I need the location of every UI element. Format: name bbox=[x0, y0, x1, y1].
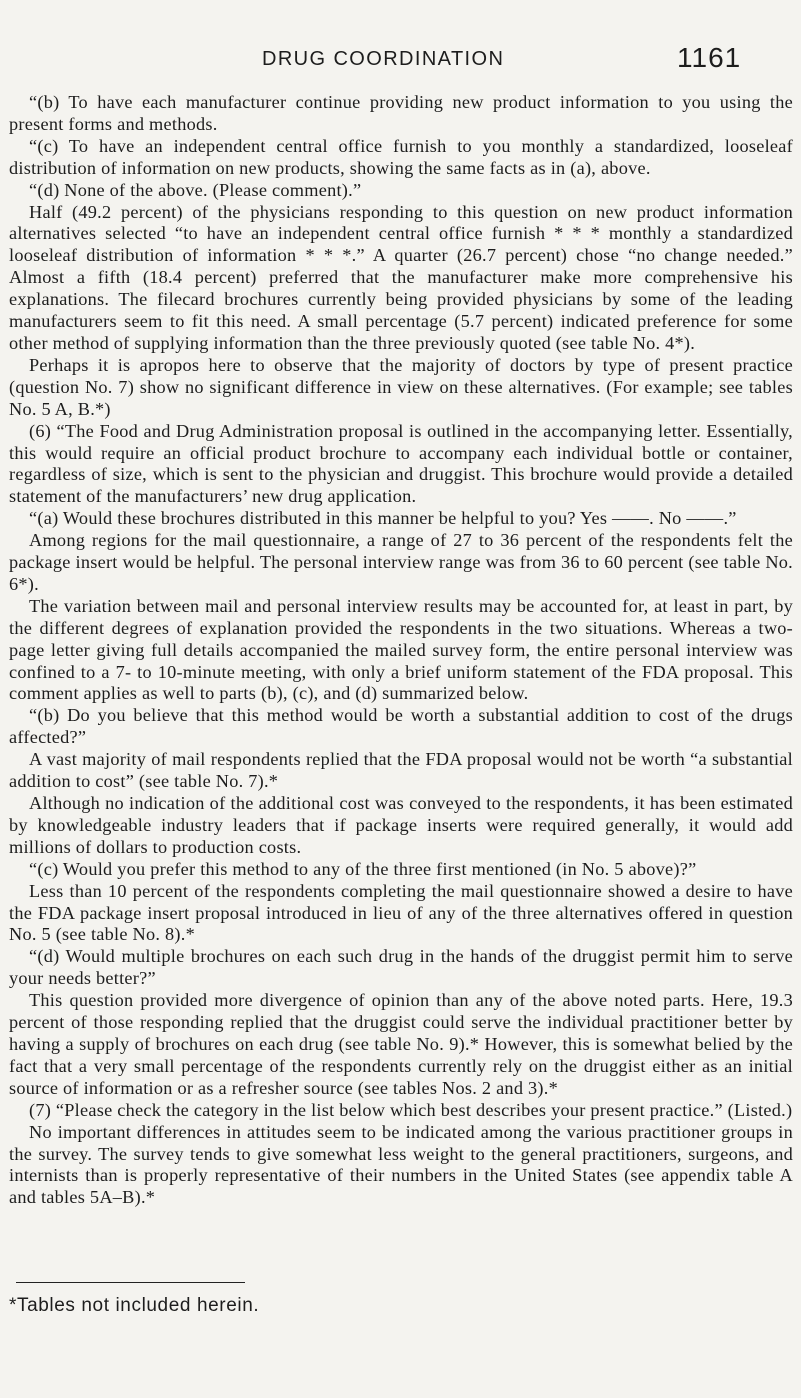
footnote-rule bbox=[16, 1282, 245, 1283]
paragraph-no-differences: No important differences in attitudes seem to be indicated among the various practitioner groups in the survey. The survey tends to give somewhat less weight to the general practitioners, surgeons, and internists than is properly representative of their numbers in the United States (see appendix table A and tables 5A–B).* bbox=[9, 1121, 793, 1208]
paragraph-question-6c: “(c) Would you prefer this method to any of the three first mentioned (in No. 5 above)?” bbox=[29, 858, 697, 879]
paragraph-additional-cost: Although no indication of the additional cost was conveyed to the respondents, it has been estimated by knowledgeable industry leaders that if package inserts were required generally, it would add millions of dollars to production costs. bbox=[9, 793, 793, 857]
paragraph-regions: Among regions for the mail questionnaire, a range of 27 to 36 percent of the respondents felt the package insert would be helpful. The personal interview range was from 36 to 60 percent (see table No. 6*). bbox=[9, 530, 793, 594]
paragraph-option-b: “(b) To have each manufacturer continue providing new product information to you using the present forms and methods. bbox=[9, 92, 793, 134]
paragraph-question-6b: “(b) Do you believe that this method would be worth a substantial addition to cost of the drugs affected?” bbox=[9, 705, 793, 748]
footnote: *Tables not included herein. bbox=[9, 1295, 260, 1316]
page-number: 1161 bbox=[677, 42, 742, 73]
paragraph-option-d: “(d) None of the above. (Please comment).” bbox=[29, 179, 362, 200]
paragraph-variation: The variation between mail and personal interview results may be accounted for, at least in part, by the different degrees of explanation provided the respondents in the two situations. Whereas a two-page letter giving full details accompanied the mailed survey form, the entire personal interview was confined to a 7- to 10-minute meeting, with only a brief uniform statement of the FDA proposal. This comment applies as well to parts (b), (c), and (d) summarized below. bbox=[9, 595, 793, 704]
body-text bbox=[9, 92, 793, 1209]
paragraph-question-6d: “(d) Would multiple brochures on each such drug in the hands of the druggist permit him to serve your needs better?” bbox=[9, 946, 793, 989]
paragraph-option-c: “(c) To have an independent central office furnish to you monthly a standardized, looseleaf distribution of information on new products, showing the same facts as in (a), above. bbox=[9, 135, 793, 178]
paragraph-divergence: This question provided more divergence of opinion than any of the above noted parts. Here, 19.3 percent of those responding replied that the druggist could serve the individual practitioner better by having a supply of brochures on each drug (see table No. 9).* However, this is somewhat belied by the fact that a very small percentage of the respondents currently rely on the druggist either as an initial source of information or as a refresher source (see tables Nos. 2 and 3).* bbox=[9, 990, 793, 1098]
paragraph-half-percent: Half (49.2 percent) of the physicians responding to this question on new product information alternatives selected “to have an independent central office furnish * * * monthly a standardized looseleaf distribution of information * * *.” A quarter (26.7 percent) chose “no change needed.” Almost a fifth (18.4 percent) preferred that the manufacturer make more comprehensive his explanations. The filecard brochures currently being provided physicians by some of the leading manufacturers seem to fit this need. A small percentage (5.7 percent) indicated preference for some other method of supplying information than the three previously quoted (see table No. 4*). bbox=[9, 201, 793, 353]
running-title: DRUG COORDINATION bbox=[262, 48, 505, 70]
page-header bbox=[0, 44, 801, 84]
paragraph-vast-majority: A vast majority of mail respondents replied that the FDA proposal would not be worth “a substantial addition to cost” (see table No. 7).* bbox=[9, 749, 793, 792]
paragraph-apropos: Perhaps it is apropos here to observe that the majority of doctors by type of present practice (question No. 7) show no significant difference in view on these alternatives. (For example; see tables No. 5 A, B.*) bbox=[9, 354, 793, 419]
paragraph-question-6: (6) “The Food and Drug Administration proposal is outlined in the accompanying letter. Essentially, this would require an official product brochure to accompany each individual bottle or container, regardless of size, which is sent to the physician and druggist. This brochure would provide a detailed statement of the manufacturers’ new drug application. bbox=[9, 420, 793, 507]
paragraph-less-than-10: Less than 10 percent of the respondents completing the mail questionnaire showed a desire to have the FDA package insert proposal introduced in lieu of any of the three alternatives offered in question No. 5 (see table No. 8).* bbox=[9, 880, 793, 945]
paragraph-question-7: (7) “Please check the category in the list below which best describes your present practice.” (Listed.) bbox=[29, 1099, 793, 1120]
paragraph-question-6a: “(a) Would these brochures distributed in this manner be helpful to you? Yes ——. No ——.” bbox=[29, 508, 737, 529]
